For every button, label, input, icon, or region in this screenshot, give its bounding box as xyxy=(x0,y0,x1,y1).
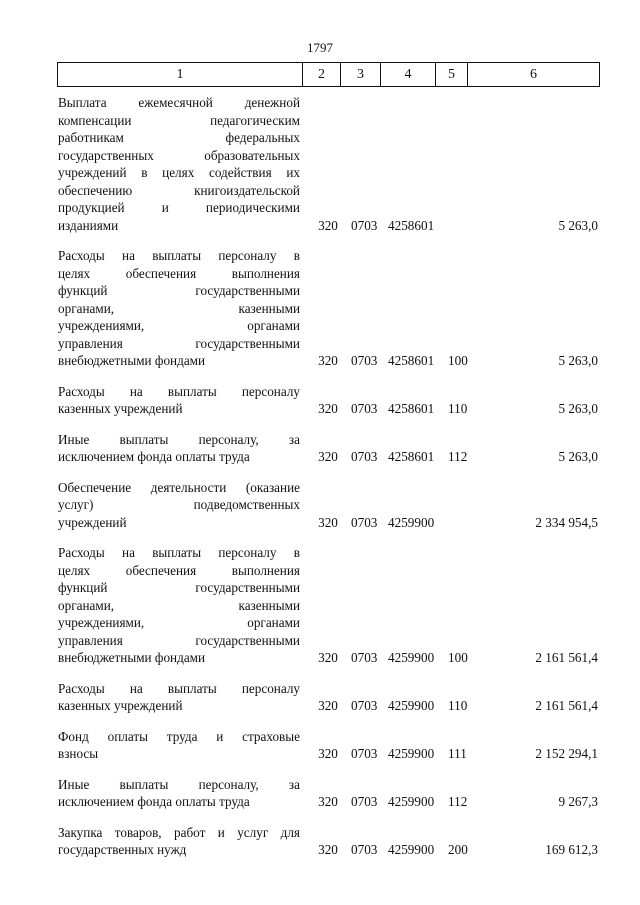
amount: 2 161 561,4 xyxy=(535,650,598,665)
expense-type-code: 112 xyxy=(448,794,468,809)
description-line: Закупка товаров, работ и услуг для xyxy=(58,824,300,840)
header-col-1: 1 xyxy=(58,63,303,86)
description-line: услуг) подведомственных xyxy=(58,497,300,512)
target-article-code: 4259900 xyxy=(388,514,435,530)
expense-type-code: 100 xyxy=(448,353,468,368)
description-line: Иные выплаты персоналу, за xyxy=(58,431,300,447)
description-line: продукцией и периодическими xyxy=(58,200,300,215)
section-code: 0703 xyxy=(351,698,378,713)
description-line: Фонд оплаты труда и страховые xyxy=(58,728,300,744)
description-line: целях обеспечения выполнения xyxy=(58,562,300,578)
table-body xyxy=(58,94,598,872)
amount: 5 263,0 xyxy=(558,217,598,233)
description-line: компенсации педагогическим xyxy=(58,112,300,128)
description-line: органами, казенными xyxy=(58,597,300,613)
header-col-4: 4 xyxy=(381,63,436,86)
table-row xyxy=(58,479,598,532)
row-description xyxy=(58,94,300,234)
description-line: учреждений xyxy=(58,514,127,530)
description-line: Расходы на выплаты персоналу xyxy=(58,383,300,399)
table-row xyxy=(58,94,598,234)
ministry-code: 320 xyxy=(318,449,338,464)
description-line: Обеспечение деятельности (оказание xyxy=(58,479,300,495)
description-line: государственных образовательных xyxy=(58,147,300,163)
description-line: обеспечению книгоиздательской xyxy=(58,182,300,198)
ministry-code: 320 xyxy=(318,514,338,530)
ministry-code: 320 xyxy=(318,746,338,761)
description-line: внебюджетными фондами xyxy=(58,650,206,665)
table-row xyxy=(58,776,598,811)
description-line: функций государственными xyxy=(58,283,300,298)
table-row xyxy=(58,431,598,466)
amount: 169 612,3 xyxy=(545,842,598,857)
header-col-3: 3 xyxy=(341,63,381,86)
expense-type-code: 111 xyxy=(448,746,467,761)
description-line: Расходы на выплаты персоналу xyxy=(58,680,300,696)
description-line: Расходы на выплаты персоналу в xyxy=(58,545,300,560)
ministry-code: 320 xyxy=(318,794,338,809)
header-col-2: 2 xyxy=(303,63,341,86)
expense-type-code: 110 xyxy=(448,698,468,713)
description-line: исключением фонда оплаты труда xyxy=(58,794,250,809)
row-description xyxy=(58,544,300,667)
ministry-code: 320 xyxy=(318,698,338,713)
description-line: учреждениями, органами xyxy=(58,318,300,333)
amount: 2 161 561,4 xyxy=(535,698,598,713)
description-line: Иные выплаты персоналу, за xyxy=(58,776,300,792)
row-description xyxy=(58,431,300,466)
amount: 5 263,0 xyxy=(558,353,598,368)
section-code: 0703 xyxy=(351,746,378,761)
description-line: управления государственными xyxy=(58,632,300,648)
amount: 2 152 294,1 xyxy=(535,746,598,761)
table-header xyxy=(57,62,600,87)
header-col-6: 6 xyxy=(530,66,537,82)
description-line: работникам федеральных xyxy=(58,130,300,145)
description-line: внебюджетными фондами xyxy=(58,353,206,368)
description-line: Расходы на выплаты персоналу в xyxy=(58,248,300,263)
row-description xyxy=(58,680,300,715)
amount: 5 263,0 xyxy=(558,401,598,416)
amount: 5 263,0 xyxy=(558,449,598,464)
section-code: 0703 xyxy=(351,514,378,530)
target-article-code: 4259900 xyxy=(388,842,435,857)
description-line: изданиями xyxy=(58,217,119,233)
row-description xyxy=(58,479,300,532)
target-article-code: 4258601 xyxy=(388,217,435,233)
section-code: 0703 xyxy=(351,353,378,368)
row-description xyxy=(58,247,300,370)
expense-type-code: 100 xyxy=(448,650,468,665)
page-number: 1797 xyxy=(307,40,333,55)
description-line: Выплата ежемесячной денежной xyxy=(58,95,300,110)
section-code: 0703 xyxy=(351,650,378,665)
expense-type-code: 112 xyxy=(448,449,468,464)
ministry-code: 320 xyxy=(318,401,338,416)
row-description xyxy=(58,383,300,418)
row-description xyxy=(58,824,300,859)
description-line: учреждениями, органами xyxy=(58,615,300,630)
description-line: исключением фонда оплаты труда xyxy=(58,449,250,464)
ministry-code: 320 xyxy=(318,650,338,665)
table-row xyxy=(58,247,598,370)
section-code: 0703 xyxy=(351,401,378,416)
target-article-code: 4258601 xyxy=(388,449,435,464)
description-line: казенных учреждений xyxy=(58,401,183,416)
description-line: функций государственными xyxy=(58,580,300,595)
row-description xyxy=(58,776,300,811)
table-row xyxy=(58,728,598,763)
amount: 9 267,3 xyxy=(558,794,598,809)
section-code: 0703 xyxy=(351,794,378,809)
expense-type-code: 200 xyxy=(448,842,468,857)
row-description xyxy=(58,728,300,763)
description-line: учреждений в целях содействия их xyxy=(58,165,300,180)
target-article-code: 4259900 xyxy=(388,650,435,665)
target-article-code: 4258601 xyxy=(388,401,435,416)
description-line: целях обеспечения выполнения xyxy=(58,265,300,281)
expense-type-code: 110 xyxy=(448,401,468,416)
description-line: управления государственными xyxy=(58,335,300,351)
section-code: 0703 xyxy=(351,449,378,464)
header-col-5: 5 xyxy=(436,63,468,86)
amount: 2 334 954,5 xyxy=(535,514,598,530)
table-row xyxy=(58,680,598,715)
section-code: 0703 xyxy=(351,217,378,233)
ministry-code: 320 xyxy=(318,842,338,857)
target-article-code: 4258601 xyxy=(388,353,435,368)
table-row xyxy=(58,383,598,418)
section-code: 0703 xyxy=(351,842,378,857)
description-line: взносы xyxy=(58,746,99,761)
target-article-code: 4259900 xyxy=(388,698,435,713)
ministry-code: 320 xyxy=(318,217,338,233)
description-line: государственных нужд xyxy=(58,842,187,857)
description-line: органами, казенными xyxy=(58,300,300,316)
table-row xyxy=(58,824,598,859)
target-article-code: 4259900 xyxy=(388,746,435,761)
description-line: казенных учреждений xyxy=(58,698,183,713)
target-article-code: 4259900 xyxy=(388,794,435,809)
table-row xyxy=(58,544,598,667)
ministry-code: 320 xyxy=(318,353,338,368)
